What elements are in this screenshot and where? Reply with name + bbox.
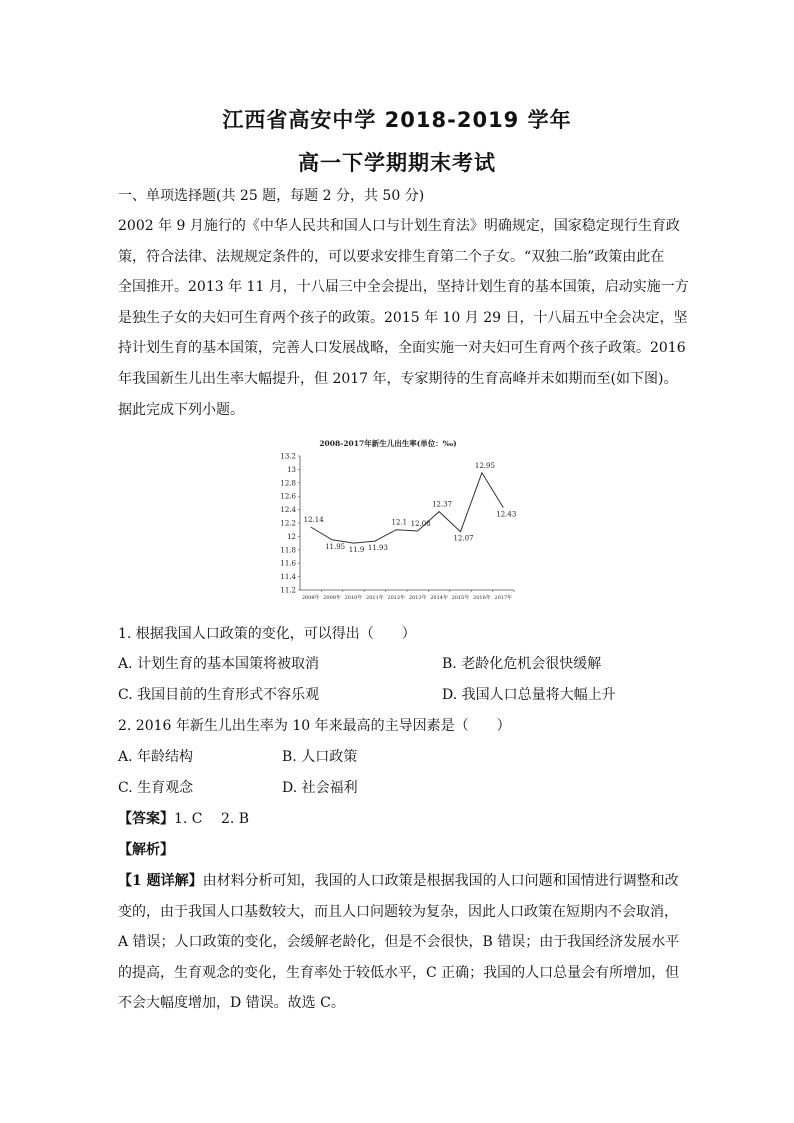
q2-option-a[interactable]: A. 年龄结构: [118, 749, 194, 765]
exam-title: 江西省高安中学 2018-2019 学年: [222, 108, 572, 132]
passage-line: 全国推开。2013 年 11 月，十八届三中全会提出，坚持计划生育的基本国策，启动实施一方: [118, 279, 689, 296]
passage-line: 年我国新生儿出生率大幅提升，但 2017 年，专家期待的生育高峰并未如期而至(如下图)。: [118, 370, 678, 387]
analysis-line: A 错误；人口政策的变化，会缓解老龄化，但是不会很快，B 错误；由于我国经济发展水平: [118, 934, 680, 951]
chart-x-tick-label: 2017年: [494, 595, 513, 601]
chart-y-tick-label: 12: [287, 532, 296, 541]
chart-x-tick-label: 2009年: [323, 595, 341, 601]
chart-data-label: 12.95: [474, 461, 495, 470]
chart-data-label: 12.37: [432, 500, 453, 509]
chart-x-tick-label: 2014年: [430, 595, 448, 601]
chart-y-ticks: [280, 453, 300, 595]
q2-option-b[interactable]: B. 人口政策: [282, 749, 358, 765]
chart-data-label: 12.14: [303, 516, 324, 525]
analysis-line: 不会大幅度增加，D 错误。故选 C。: [118, 995, 345, 1012]
analysis-line: 变的，由于我国人口基数较大，而且人口问题较为复杂，因此人口政策在短期内不会取消，: [118, 903, 678, 920]
chart-y-tick-label: 13.2: [280, 452, 296, 461]
chart-y-tick-label: 11.4: [280, 573, 296, 582]
answer-row: [118, 809, 678, 829]
question-1-stem: 1. 根据我国人口政策的变化，可以得出（ ）: [118, 626, 416, 642]
chart-y-tick-label: 12.8: [280, 479, 296, 488]
chart-x-tick-label: 2013年: [408, 595, 427, 601]
q2-option-c[interactable]: C. 生育观念: [118, 780, 194, 796]
chart-x-tick-label: 2015年: [451, 595, 470, 601]
chart-data-label: 11.9: [348, 546, 365, 555]
analysis-line: 的提高，生育观念的变化，生育率处于较低水平，C 正确；我国的人口总量会有所增加，但: [118, 964, 680, 981]
analysis-text: [118, 866, 678, 1019]
chart-svg: [262, 434, 524, 610]
answer-text: 1. C 2. B: [174, 811, 250, 827]
analysis-line-text: 由材料分析可知，我国的人口政策是根据我国的人口问题和国情进行调整和改: [202, 873, 679, 889]
chart-y-tick-label: 12.6: [280, 492, 296, 501]
q1-option-b[interactable]: B. 老龄化危机会很快缓解: [442, 656, 602, 672]
chart-y-tick-label: 13: [287, 465, 296, 474]
passage-line: 是独生子女的夫妇可生育两个孩子的政策。2015 年 10 月 29 日，十八届五中全会决定，坚: [118, 309, 688, 326]
q1-option-a[interactable]: A. 计划生育的基本国策将被取消: [118, 656, 320, 672]
passage-line: 据此完成下列小题。: [118, 401, 244, 418]
q1-option-d[interactable]: D. 我国人口总量将大幅上升: [442, 687, 616, 703]
chart-x-tick-label: 2016年: [473, 595, 491, 601]
chart-data-label: 12.43: [496, 510, 517, 519]
passage-line: 持计划生育的基本国策，完善人口发展战略，全面实施一对夫妇可生育两个孩子政策。2016: [118, 340, 686, 357]
chart-y-tick-label: 11.6: [280, 559, 296, 568]
chart-x-tick-label: 2012年: [387, 595, 406, 601]
passage: [118, 211, 689, 425]
exam-subtitle: 高一下学期期末考试: [298, 151, 496, 175]
chart-y-tick-label: 11.8: [280, 546, 296, 555]
analysis-label: 【解析】: [118, 842, 174, 858]
chart-y-tick-label: 12.2: [280, 519, 296, 528]
chart-title: 2008-2017年新生儿出生率(单位：‰): [319, 439, 457, 448]
chart-x-tick-label: 2010年: [344, 595, 363, 601]
q1-option-c[interactable]: C. 我国目前的生育形式不容乐观: [118, 687, 320, 703]
chart-y-tick-label: 11.2: [280, 586, 296, 595]
chart-data-label: 11.93: [367, 544, 388, 553]
passage-line: 2002 年 9 月施行的《中华人民共和国人口与计划生育法》明确规定，国家稳定现行生育政: [118, 218, 680, 234]
chart-y-tick-label: 12.4: [280, 506, 296, 515]
answer-label: 【答案】: [118, 811, 174, 827]
chart-data-label: 12.08: [410, 520, 431, 529]
section-heading: 一、单项选择题(共 25 题，每题 2 分，共 50 分): [118, 188, 425, 204]
chart-data-label: 12.07: [453, 534, 474, 543]
chart-x-tick-label: 2008年: [301, 595, 320, 601]
chart-x-tick-label: 2011年: [366, 595, 384, 601]
question-2-stem: 2. 2016 年新生儿出生率为 10 年来最高的主导因素是（ ）: [118, 718, 511, 734]
analysis-detail-label: 【1 题详解】: [118, 873, 203, 889]
q2-option-d[interactable]: D. 社会福利: [282, 780, 358, 796]
chart-data-label: 12.1: [391, 518, 408, 527]
passage-line: 策，符合法律、法规规定条件的，可以要求安排生育第二个子女。“双独二胎”政策由此在: [118, 248, 665, 265]
chart-series-line: [311, 473, 504, 543]
analysis-line: [118, 866, 678, 897]
chart-x-ticks: [302, 590, 514, 601]
birth-rate-chart: [262, 434, 524, 610]
chart-data-label: 11.95: [325, 542, 346, 551]
